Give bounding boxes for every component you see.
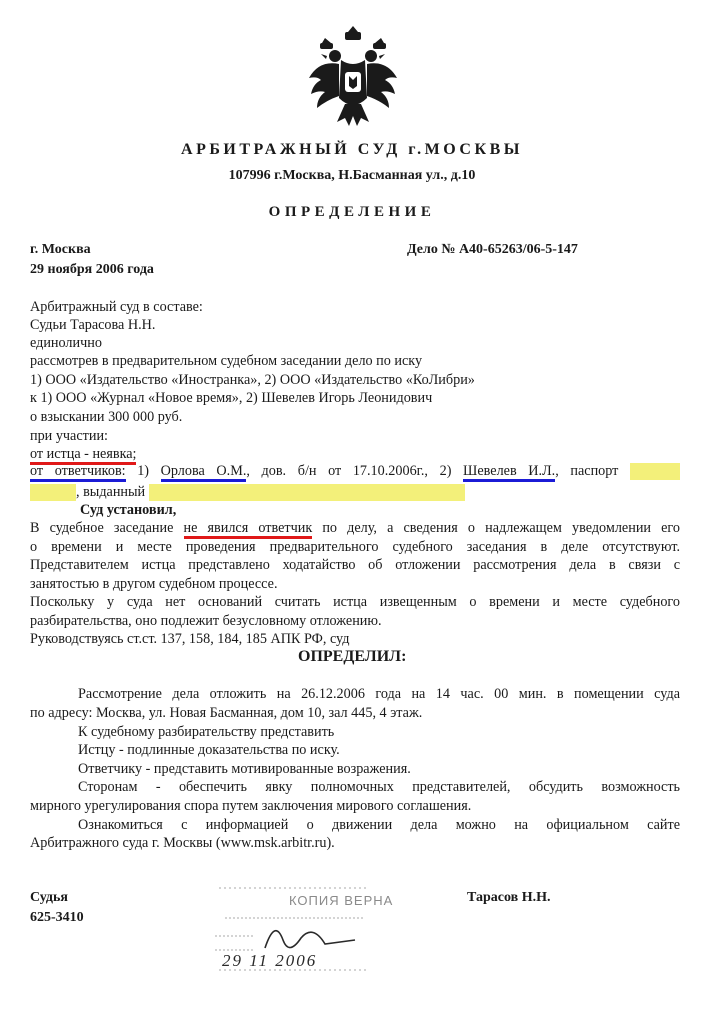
established-p7: Руководствуясь ст.ст. 137, 158, 184, 185 АПК РФ, суд <box>30 631 350 647</box>
sole-judge: единолично <box>30 335 102 351</box>
judge-line: Судьи Тарасова Н.Н. <box>30 317 156 333</box>
text-segment: по делу, а сведения о надлежащем уведомлении его <box>312 520 680 536</box>
redacted-passport <box>630 463 680 480</box>
established-heading: Суд установил, <box>80 502 177 518</box>
court-name: АРБИТРАЖНЫЙ СУД г.МОСКВЫ <box>181 141 523 158</box>
decided-d6: Сторонам - обеспечить явку полномочных представителей, обсудить возможность <box>78 779 680 795</box>
plaintiff-absence: от истца - неявка; <box>30 446 136 465</box>
defendant-representatives <box>30 463 680 480</box>
established-p6: разбирательства, оно подлежит безусловному отложению. <box>30 613 382 629</box>
decided-heading: ОПРЕДЕЛИЛ: <box>298 648 407 665</box>
stamp-date: 29 11 2006 <box>222 951 318 970</box>
claim-amount: о взыскании 300 000 руб. <box>30 409 183 425</box>
established-p3: Представителем истца представлено ходатайство об отложении рассмотрения дела в связи с <box>30 557 680 573</box>
attendance-label: при участии: <box>30 428 108 444</box>
phone-number: 625-3410 <box>30 910 84 925</box>
rep-number: 1) <box>125 463 161 479</box>
case-number: Дело № А40-65263/06-5-147 <box>407 242 578 257</box>
redacted-issuer <box>149 484 465 501</box>
issued-label: , выданный <box>76 484 146 500</box>
judge-label: Судья <box>30 890 68 905</box>
coat-of-arms-emblem <box>305 20 401 130</box>
document-title: ОПРЕДЕЛЕНИЕ <box>268 204 436 220</box>
decided-d8: Ознакомиться с информацией о движении дела можно на официальном сайте <box>78 817 680 833</box>
respondents-label: от ответчиков: <box>30 463 126 482</box>
rep-shevelev: Шевелев И.Л. <box>463 463 555 482</box>
decided-d3: К судебному разбирательству представить <box>78 724 335 740</box>
redacted-passport-number <box>30 484 76 501</box>
passport-label: , паспорт <box>555 463 619 479</box>
city: г. Москва <box>30 242 91 257</box>
case-intro: рассмотрев в предварительном судебном заседании дело по иску <box>30 353 423 369</box>
signature-scribble <box>265 931 355 948</box>
rep-orlova: Орлова О.М. <box>161 463 247 482</box>
court-composition: Арбитражный суд в составе: <box>30 299 203 315</box>
stamp-label: КОПИЯ ВЕРНА <box>289 893 394 908</box>
passport-issued <box>30 484 465 501</box>
defendants: к 1) ООО «Журнал «Новое время», 2) Шевелев Игорь Леонидович <box>30 390 433 406</box>
decided-d7: мирного урегулирования спора путем заключения мирового соглашения. <box>30 798 472 814</box>
rep-power-of-attorney: , дов. б/н от 17.10.2006г., 2) <box>246 463 464 479</box>
established-p2: о времени и месте проведения предварительного судебного заседания в деле отсутствуют. <box>30 539 680 555</box>
text-segment: В судебное заседание <box>30 520 184 536</box>
established-p5: Поскольку у суда нет оснований считать истца извещенным о времени и месте судебного <box>30 594 680 610</box>
plaintiffs: 1) ООО «Издательство «Иностранка», 2) ООО «Издательство «КоЛибри» <box>30 372 475 388</box>
judge-name: Тарасов Н.Н. <box>467 890 551 905</box>
court-address: 107996 г.Москва, Н.Басманная ул., д.10 <box>228 168 476 183</box>
decided-d9: Арбитражного суда г. Москвы (www.msk.arbitr.ru). <box>30 835 335 851</box>
established-p1 <box>30 520 680 537</box>
decided-d2: по адресу: Москва, ул. Новая Басманная, дом 10, зал 445, 4 этаж. <box>30 705 423 721</box>
decided-d5: Ответчику - представить мотивированные возражения. <box>78 761 411 777</box>
decided-d4: Истцу - подлинные доказательства по иску. <box>78 742 340 758</box>
document-date: 29 ноября 2006 года <box>30 262 154 277</box>
plaintiff-attendance <box>30 446 136 463</box>
defendant-absent: не явился ответчик <box>184 520 313 539</box>
established-p4: занятостью в другом судебном процессе. <box>30 576 278 592</box>
decided-d1: Рассмотрение дела отложить на 26.12.2006 года на 14 час. 00 мин. в помещении суда <box>78 686 680 702</box>
